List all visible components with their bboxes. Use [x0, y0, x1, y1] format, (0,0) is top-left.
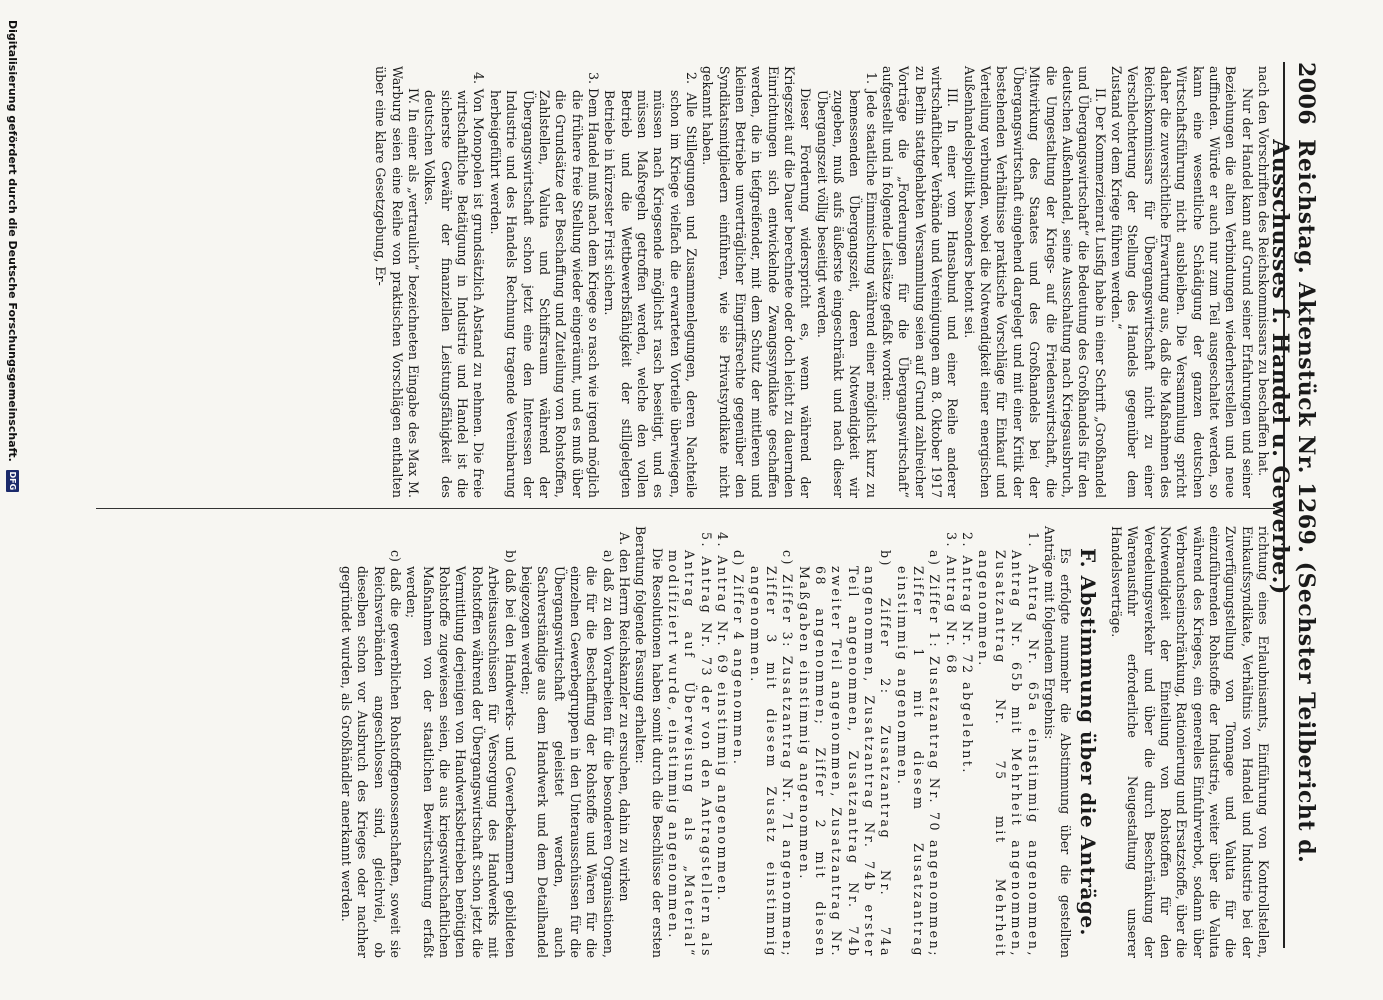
- page-title: Reichstag. Aktenstück Nr. 1269. (Sechster Teilbericht d. Ausschusses f. Handel u. Gewerbe.): [1267, 139, 1319, 864]
- list-item: 1. Jede staatliche Einmischung während einer möglichst kurz zu bemessenden Übergangszeit, deren Notwendigkeit wir zugeben, muß aufs äußerste eingeschränkt und nach dieser Übergangszeit völlig beseitigt werden.: [814, 72, 879, 498]
- list-item: 5. Antrag Nr. 73 der von den Antragstellern als Antrag auf Überweisung als „Material“ modifiziert wurde, einstimmig angenommen.: [665, 532, 714, 958]
- section-heading: F. Abstimmung über die Anträge.: [1075, 547, 1100, 937]
- paragraph: III. In einer vom Hansabund und einer Reihe anderer wirtschaftlicher Verbände und Vereinigungen am 8. Oktober 1917 zu Berlin stattgehabten Versammlung seien auf Grund zahlreicher Vorträge die „Forderungen für die Übergangswirtschaft“ aufgestellt und in folgende Leitsätze gefaßt worden:: [880, 66, 961, 498]
- paragraph: Nur der Handel kann auf Grund seiner Erfahrungen und seiner Beziehungen die alten Verbindungen wiederherstellen und neue auffinden. Würde er auch nur zum Teil ausgeschaltet werden, so kann eine wesentliche Schädigung der ganzen deutschen Wirtschaftsführung nicht ausbleiben. Die Versammlung spricht daher die zuversichtliche Erwartung aus, daß die Maßnahmen des Reichskommissars für Übergangswirtschaft nicht zu einer Verschlechterung der Stellung des Handels gegenüber dem Zustand vor dem Kriege führen werden.“: [1108, 66, 1255, 498]
- list-item: b) Ziffer 2: Zusatzantrag Nr. 74a angenommen, Zusatzantrag Nr. 74b erster Teil angenommen, Zusatzantrag Nr. 74b zweiter Teil angenommen, Zusatzantrag Nr. 68 angenommen; Ziffer 2 mit diesen Maßgaben einstimmig angenommen.: [796, 550, 894, 958]
- dfg-logo: DFG: [8, 471, 18, 491]
- header-rule: [1283, 62, 1285, 948]
- list-item: a) daß zu den Vorarbeiten für die besonderen Organisationen, die für die Beschaffung der Rohstoffe und Waren für die einzelnen Gewerbegruppen in den Unterausschüssen für die Übergangswirtschaft geleistet werden, auch Sachverständige aus dem Handwerk und dem Detailhandel beigezogen werden;: [518, 550, 616, 958]
- list-item: 1. Antrag Nr. 65a einstimmig angenommen, Antrag Nr. 65b mit Mehrheit angenommen, Zusatzantrag Nr. 75 mit Mehrheit angenommen.: [976, 532, 1041, 958]
- list-item: 2. Alle Stillegungen und Zusammenlegungen, deren Nachteile schon im Kriege vielfach die erwarteten Vorteile überwiegen, müssen nach Kriegsende möglichst rasch beseitigt, und es müssen Maßregeln getroffen werden, welche den vollen Betrieb und die Wettbewerbsfähigkeit der stillgelegten Betriebe in kürzester Frist sichern.: [602, 72, 699, 498]
- resolution-heading: A. den Herrn Reichskanzler zu ersuchen, dahin zu wirken: [616, 532, 632, 902]
- list-item: 4. Antrag Nr. 69 einstimmig angenommen.: [715, 532, 730, 903]
- paragraph: nach den Vorschriften des Reichskommissars zu beschaffen hat.: [1256, 66, 1271, 477]
- right-column: [338, 526, 1271, 958]
- list-item: 3. Antrag Nr. 68: [943, 532, 959, 676]
- credit-text: Digitalisierung gefördert durch die Deutsche Forschungsgemeinschaft.: [6, 20, 20, 462]
- paragraph: II. Der Kommerzienrat Lusfig habe in einer Schrift „Großhandel und Übergangswirtschaft“ die Bedeutung des Großhandels für den deutschen Außenhandel, seine Ausschaltung nach Kriegsausbruch, die Umgestaltung der Kriegs- auf die Friedenswirtschaft, die Mitwirkung des Staates und des Großhandels bei der Übergangswirtschaft eingehend dargelegt und mit einer Kritik der bestehenden Verhältnisse praktische Vorschläge für Einkauf und Verteilung verbunden, wobei die Notwendigkeit einer energischen Außenhandelspolitik besonders betont sei.: [961, 66, 1108, 498]
- paragraph: IV. In einer als „vertraulich“ bezeichneten Eingabe des Max M. Warburg seien eine Reihe von praktischen Vorschlägen enthalten über eine klare Gesetzgebung, Er-: [373, 66, 422, 498]
- list-item: a) Ziffer 1: Zusatzantrag Nr. 70 angenommen; Ziffer 1 mit diesem Zusatzantrag einstimmig angenommen.: [894, 550, 943, 958]
- list-item: d) Ziffer 4 angenommen.: [731, 550, 747, 767]
- page-header: [1267, 62, 1319, 948]
- list-item: c) Ziffer 3: Zusatzantrag Nr. 71 angenommen; Ziffer 3 mit diesem Zusatz einstimmig angenommen.: [747, 550, 796, 958]
- left-column: [372, 66, 1271, 498]
- digitization-credit: [4, 20, 22, 980]
- paragraph: Dieser Forderung widerspricht es, wenn während der Kriegszeit auf die Dauer berechnete oder doch leicht zu dauernden Einrichtungen sich entwickelnde Zwangssyndikate geschaffen werden, die in tiefgreifender, mit dem Schutz der mittleren und kleinen Betriebe unverträglicher Eingriffsrechte gegenüber den Syndikatsmitgliedern einführen, wie sie Privatsyndikate nicht gekannt haben.: [700, 66, 814, 498]
- paragraph: Es erfolgte nunmehr die Abstimmung über die gestellten Anträge mit folgendem Ergebnis:: [1041, 526, 1074, 958]
- paragraph: Die Resolutionen haben somit durch die Beschlüsse der ersten Beratung folgende Fassung erhalten:: [633, 526, 665, 958]
- list-item: 2. Antrag Nr. 72 abgelehnt.: [960, 532, 976, 775]
- column-divider: [96, 508, 1275, 509]
- list-item: 4. Von Monopolen ist grundsätzlich Abstand zu nehmen. Die freie wirtschaftliche Betätigung in Industrie und Handel ist die sicherste Gewähr der finanziellen Leistungsfähigkeit des deutschen Volkes.: [422, 72, 487, 498]
- list-item: b) daß bei den Handwerks- und Gewerbekammern gebildeten Arbeitsausschüssen für Versorgung des Handwerks mit Rohstoffen während der Übergangswirtschaft schon jetzt die Vermittlung derjenigen von Handwerksbetrieben benötigten Rohstoffe zugewiesen seien, die aus kriegswirtschaftlichen Maßnahmen von der staatlichen Bewirtschaftung erfaßt werden;: [404, 550, 518, 958]
- list-item: 3. Dem Handel muß nach dem Kriege so rasch wie irgend möglich die frühere freie Stellung wieder eingeräumt, und es muß über die Grundsätze der Beschaffung und Zuteilung von Rohstoffen, Zahlstellen, Valuta und Schiffsraum während der Übergangswirtschaft schon jetzt eine den Interessen der Industrie und des Handels Rechnung tragende Vereinbarung herbeigeführt werden.: [487, 72, 601, 498]
- page-number: 2006: [1293, 62, 1319, 126]
- paragraph: richtung eines Erlaubnisamts, Einführung von Kontrollstellen, Einkaufssyndikate, Verhältnis von Handel und Industrie bei der Zuverfügungstellung von Tonnage und Valuta für die einzuführenden Rohstoffe der Industrie, weiter über die Valuta während des Krieges, ein generelles Einfuhrverbot, sodann über Verbrauchseinschränkung, Rationierung und Ersatzstoffe, über die Notwendigkeit der Einteilung von Rohstoffen für den Veredelungsverkehr und über die durch Beschränkung der Warenausfuhr erforderliche Neugestaltung unserer Handelsverträge.: [1108, 526, 1271, 958]
- list-item: c) daß die gewerblichen Rohstoffgenossenschaften, soweit sie Reichsverbänden angeschlossen sind, gleichviel, ob dieselben schon vor Ausbruch des Krieges oder nachher gegründet wurden, als Großhändler anerkannt werden.: [339, 550, 404, 958]
